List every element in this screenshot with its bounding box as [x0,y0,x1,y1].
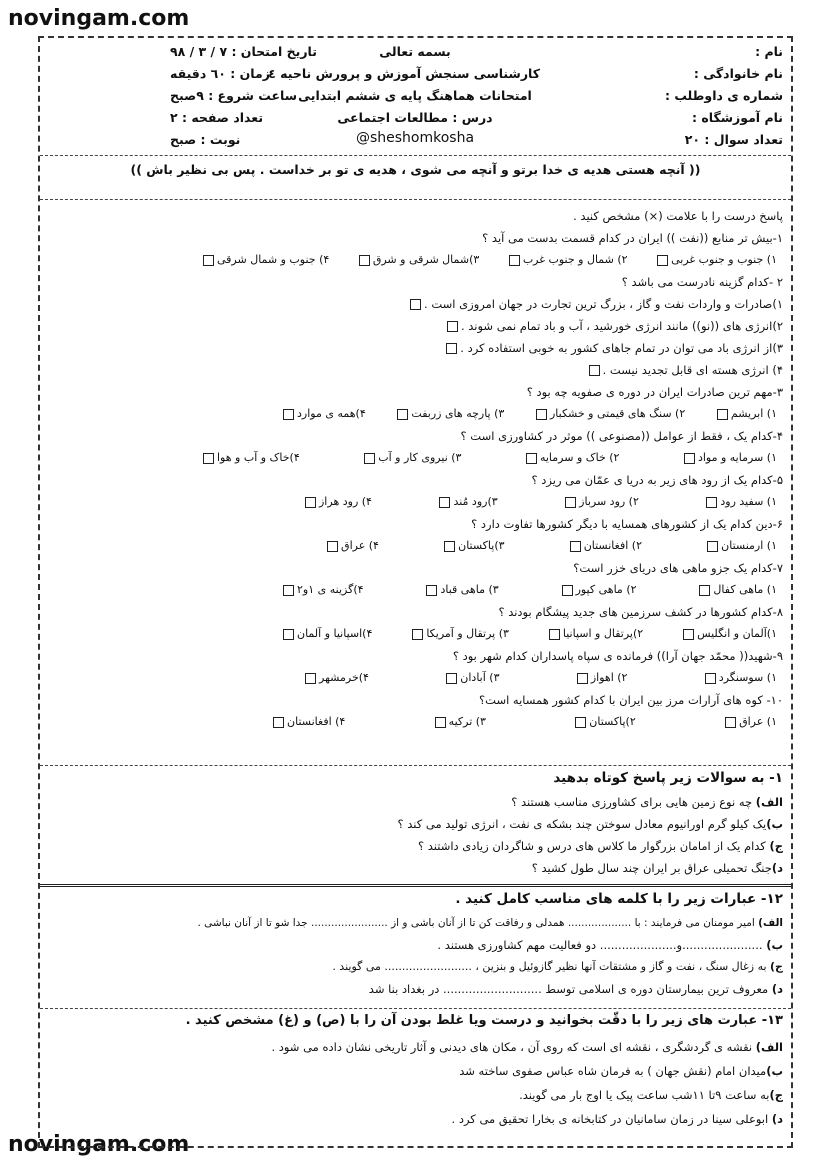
motto-box [40,156,791,200]
bismillah: بسمه تعالی [379,44,451,59]
fill-in-section [40,887,791,1009]
checkbox-icon [589,365,600,376]
q6-option-3[interactable]: ۳)پاکستان [441,538,504,554]
q9-option-3[interactable]: ۳) آبادان [443,670,499,686]
q8-option-3[interactable]: ۳) پرتقال و آمریکا [409,626,509,642]
seat-label: شماره ی داوطلب : [664,88,783,103]
q10-option-4[interactable]: ۴) افغانستان [270,714,345,730]
q7-option-3[interactable]: ۳) ماهی قباد [423,582,498,598]
q1-option-3[interactable]: ۳)شمال شرقی و شرق [356,252,479,268]
checkbox-icon [526,453,537,464]
q4-options [200,450,777,466]
q3-text: ۳-مهم ترین صادرات ایران در دوره ی صفویه چه بود ؟ [526,385,783,399]
checkbox-icon [509,255,520,266]
checkbox-icon [435,717,446,728]
checkbox-icon [717,409,728,420]
q6-option-1[interactable]: ۱) ارمنستان [704,538,777,554]
q6-option-2[interactable]: ۲) افغانستان [567,538,642,554]
q6-text: ۶-دین کدام یک از کشورهای همسایه با دیگر کشورها تفاوت دارد ؟ [471,517,783,531]
fill-in-title: ۱۲- عبارات زیر را با کلمه های مناسب کامل کنید . [455,891,783,907]
short-item-b: ب)یک کیلو گرم اورانیوم معادل سوختن چند بشکه ی نفت ، انرژی تولید می کند ؟ [397,817,783,831]
q3-option-4[interactable]: ۴)همه ی موارد [280,406,366,422]
q9-option-4[interactable]: ۴)خرمشهر [302,670,369,686]
short-answer-section [40,766,791,884]
q3-options [280,406,777,422]
checkbox-icon [359,255,370,266]
q7-option-1[interactable]: ۱) ماهی کفال [696,582,777,598]
checkbox-icon [410,299,421,310]
fill-item-a: الف) امیر مومنان می فرمایند : با ................... همدلی و رفاقت کن تا از آنان باشی و از ....................... جدا شو تا از آنان نباشی . [197,917,783,929]
checkbox-icon [657,255,668,266]
q1-option-1[interactable]: ۱) جنوب و جنوب غربی [654,252,777,268]
q10-option-1[interactable]: ۱) عراق [722,714,777,730]
q4-option-2[interactable]: ۲) خاک و سرمایه [523,450,620,466]
checkbox-icon [549,629,560,640]
q9-options [302,670,777,686]
mcq-section [40,200,791,766]
q6-options [324,538,777,554]
checkbox-icon [305,673,316,684]
q3-option-3[interactable]: ۳) پارچه های زربفت [394,406,504,422]
checkbox-icon [203,255,214,266]
watermark-bottom: novingam.com [8,1132,190,1157]
q7-option-2[interactable]: ۲) ماهی کپور [559,582,637,598]
q5-options [302,494,777,510]
q10-option-3[interactable]: ۳) ترکیه [432,714,486,730]
checkbox-icon [444,541,455,552]
q2-text: ۲ -کدام گزینه نادرست می باشد ؟ [621,275,783,289]
q1-options [200,252,777,268]
checkbox-icon [446,673,457,684]
q9-text: ۹-شهید(( محمّد جهان آرا)) فرمانده ی سپاه پاسداران کدام شهر بود ؟ [452,649,783,663]
checkbox-icon [203,453,214,464]
tf-item-b: ب)میدان امام (نقش جهان ) به فرمان شاه عباس صفوی ساخته شد [459,1064,783,1078]
q8-option-1[interactable]: ۱)آلمان و انگلیس [680,626,777,642]
checkbox-icon [283,409,294,420]
q8-option-2[interactable]: ۲)پرتقال و اسپانیا [546,626,643,642]
checkbox-icon [397,409,408,420]
checkbox-icon [283,629,294,640]
q8-option-4[interactable]: ۴)اسپانیا و آلمان [280,626,372,642]
checkbox-icon [364,453,375,464]
subject: درس : مطالعات اجتماعی [337,110,493,125]
checkbox-icon [705,673,716,684]
q8-text: ۸-کدام کشورها در کشف سرزمین های جدید پیشگام بودند ؟ [498,605,783,619]
checkbox-icon [684,453,695,464]
exam-shift: نوبت : صبح [170,132,241,147]
q6-option-4[interactable]: ۴) عراق [324,538,379,554]
exam-date: تاریخ امتحان : ۷ / ۳ / ۹۸ [170,44,317,59]
tf-item-a: الف) نقشه ی گردشگری ، نقشه ای است که روی آن ، مکان های دیدنی و آثار تاریخی نشان داده می شود . [271,1040,783,1054]
tf-item-c: ج)به ساعت ۹تا ۱۱شب ساعت پیک یا اوج بار می گویند. [519,1088,783,1102]
mcq-instruction: پاسخ درست را با علامت (×) مشخص کنید . [573,209,783,223]
short-answer-title: ۱- به سوالات زیر پاسخ کوتاه بدهید [553,770,783,786]
checkbox-icon [570,541,581,552]
checkbox-icon [426,585,437,596]
q7-options [280,582,777,598]
name-label: نام : [755,44,783,59]
exam-duration: زمان : ٦۰ دقیقه [170,66,270,81]
checkbox-icon [273,717,284,728]
checkbox-icon [725,717,736,728]
q5-option-4[interactable]: ۴) رود هراز [302,494,372,510]
fill-item-c: ج) به زغال سنگ ، نفت و گاز و مشتقات آنها نظیر گازوئیل و بنزین ، ......................... می گویند . [332,960,783,973]
checkbox-icon [562,585,573,596]
q2-option-3[interactable]: ۳)از انرژی باد می توان در تمام جاهای کشور به خوبی استفاده کرد . [443,340,783,356]
checkbox-icon [575,717,586,728]
school-label: نام آموزشگاه : [692,110,783,125]
channel-handle: @sheshomkosha [355,130,475,146]
start-time: ساعت شروع : ۹صبح [170,88,298,103]
family-label: نام خانوادگی : [693,66,783,81]
q5-text: ۵-کدام یک از رود های زیر به دریا ی عمّان می ریزد ؟ [531,473,783,487]
checkbox-icon [446,343,457,354]
checkbox-icon [577,673,588,684]
fill-item-d: د) معروف ترین بیمارستان دوره ی اسلامی توسط ........................... در بغداد بنا شد [368,982,783,996]
checkbox-icon [683,629,694,640]
q10-text: ۱۰- کوه های آرارات مرز بین ایران با کدام کشور همسایه است؟ [479,693,783,707]
checkbox-icon [283,585,294,596]
checkbox-icon [706,497,717,508]
q5-option-1[interactable]: ۱) سفید رود [703,494,777,510]
checkbox-icon [707,541,718,552]
fill-item-b: ب) ......................و..................... دو فعالیت مهم کشاورزی هستند . [437,938,783,952]
checkbox-icon [565,497,576,508]
q3-option-1[interactable]: ۱) ابریشم [714,406,777,422]
checkbox-icon [536,409,547,420]
exam-name: امتحانات هماهنگ پایه ی ششم ابتدایی [298,88,532,103]
watermark-top: novingam.com [8,6,190,31]
q5-option-2[interactable]: ۲) رود سرباز [562,494,639,510]
question-count: تعداد سوال : ۲۰ [684,132,783,147]
checkbox-icon [327,541,338,552]
q9-option-2[interactable]: ۲) اهواز [574,670,628,686]
exam-sheet [38,36,793,1148]
checkbox-icon [447,321,458,332]
q7-text: ۷-کدام یک جزو ماهی های دریای خزر است؟ [573,561,783,575]
checkbox-icon [412,629,423,640]
q3-option-2[interactable]: ۲) سنگ های قیمتی و خشکبار [533,406,685,422]
q1-text: ۱-بیش تر منابع ((نفت )) ایران در کدام قسمت بدست می آید ؟ [482,231,783,245]
checkbox-icon [305,497,316,508]
exam-header [40,38,791,156]
q7-option-4[interactable]: ۴)گزینه ی ۱و۲ [280,582,364,598]
q4-option-1[interactable]: ۱) سرمایه و مواد [681,450,777,466]
q9-option-1[interactable]: ۱) سوسنگرد [702,670,777,686]
true-false-title: ۱۳- عبارت های زیر را با دقّت بخوانید و درست ویا غلط بودن آن را با (ص) و (غ) مشخص کنید . [185,1013,783,1028]
short-item-c: ج) کدام یک از امامان بزرگوار ما کلاس های درس و شاگردان زیادی داشتند ؟ [417,839,783,853]
short-item-d: د)جنگ تحمیلی عراق بر ایران چند سال طول کشید ؟ [531,861,783,875]
q4-text: ۴-کدام یک ، فقط از عوامل ((مصنوعی )) موثر در کشاورزی است ؟ [460,429,783,443]
q8-options [280,626,777,642]
q1-option-4[interactable]: ۴) جنوب و شمال شرقی [200,252,329,268]
office-name: کارشناسی سنجش آموزش و پرورش ناحیه ٤ [268,66,540,81]
tf-item-d: د) ابوعلی سینا در زمان سامانیان در کتابخانه ی بخارا تحقیق می کرد . [451,1112,783,1126]
q2-option-1[interactable]: ۱)صادرات و واردات نفت و گاز ، بزرگ ترین تجارت در جهان امروزی است . [407,296,783,312]
checkbox-icon [439,497,450,508]
page-count: تعداد صفحه : ۲ [170,110,264,125]
q10-options [270,714,777,730]
q10-option-2[interactable]: ۲)پاکستان [572,714,635,730]
checkbox-icon [699,585,710,596]
q4-option-3[interactable]: ۳) نیروی کار و آب [361,450,461,466]
q4-option-4[interactable]: ۴)خاک و آب و هوا [200,450,300,466]
q5-option-3[interactable]: ۳)رود مُند [436,494,497,510]
q2-option-4[interactable]: ۴) انرژی هسته ای قابل تجدید نیست . [586,362,783,378]
short-item-a: الف) چه نوع زمین هایی برای کشاورزی مناسب هستند ؟ [511,795,783,809]
q2-option-2[interactable]: ۲)انرژی های ((نو)) مانند انرژی خورشید ، آب و باد تمام نمی شوند . [444,318,783,334]
q1-option-2[interactable]: ۲) شمال و جنوب غرب [506,252,628,268]
true-false-section [40,1009,791,1148]
motto: (( آنچه هستی هدیه ی خدا برتو و آنچه می شوی ، هدیه ی تو بر خداست . پس بی نظیر باش )) [130,162,701,177]
